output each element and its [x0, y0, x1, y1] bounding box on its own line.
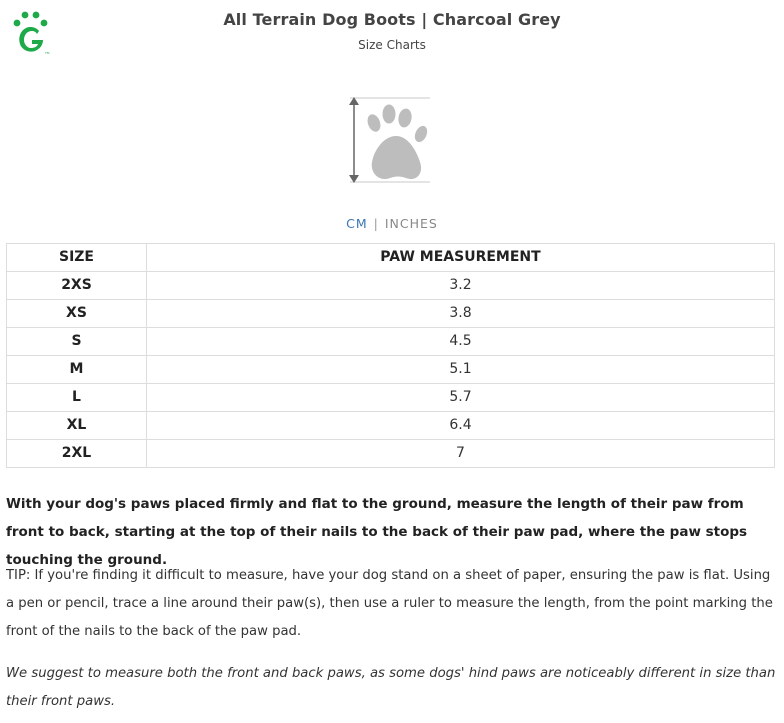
page-title: All Terrain Dog Boots | Charcoal Grey [223, 10, 561, 29]
size-cell: M [7, 356, 147, 384]
table-row [7, 328, 775, 356]
svg-text:TM: TM [45, 51, 50, 55]
measure-tip: TIP: If you're finding it difficult to measure, have your dog stand on a sheet of paper, ensuring the paw is flat. Using a pen or pencil, trace a line around their paw(s), then use a ruler to measure the length, from the point marking the front of the nails to the back of the paw pad. [6, 568, 773, 639]
table-row [7, 440, 775, 468]
unit-separator: | [373, 216, 379, 231]
paw-measurement-column-header: PAW MEASUREMENT [147, 244, 775, 272]
paw-measure-icon [344, 96, 434, 186]
measure-instructions: With your dog's paws placed firmly and flat to the ground, measure the length of their paw from front to back, starting at the top of their nails to the back of their paw pad, where the paw stops touching the ground. [6, 496, 748, 568]
table-header-row [7, 244, 775, 272]
unit-cm-link[interactable]: CM [346, 216, 368, 231]
unit-toggle [0, 216, 784, 231]
measurement-cell: 3.8 [147, 300, 775, 328]
measurement-cell: 3.2 [147, 272, 775, 300]
measurement-cell: 5.7 [147, 384, 775, 412]
measurement-cell: 4.5 [147, 328, 775, 356]
size-cell: 2XL [7, 440, 147, 468]
size-cell: S [7, 328, 147, 356]
table-row [7, 356, 775, 384]
page-subtitle: Size Charts [358, 38, 426, 52]
table-row [7, 272, 775, 300]
size-cell: L [7, 384, 147, 412]
table-row [7, 412, 775, 440]
measurement-cell: 6.4 [147, 412, 775, 440]
measurement-cell: 5.1 [147, 356, 775, 384]
measure-note: We suggest to measure both the front and back paws, as some dogs' hind paws are noticeably different in size than their front paws. [6, 666, 776, 709]
unit-inches-link[interactable]: INCHES [384, 216, 438, 231]
table-row [7, 384, 775, 412]
size-cell: XS [7, 300, 147, 328]
size-column-header: SIZE [7, 244, 147, 272]
table-row [7, 300, 775, 328]
size-chart-table [6, 243, 775, 468]
measurement-cell: 7 [147, 440, 775, 468]
size-cell: XL [7, 412, 147, 440]
size-cell: 2XS [7, 272, 147, 300]
paw-measurement-figure [344, 96, 434, 186]
